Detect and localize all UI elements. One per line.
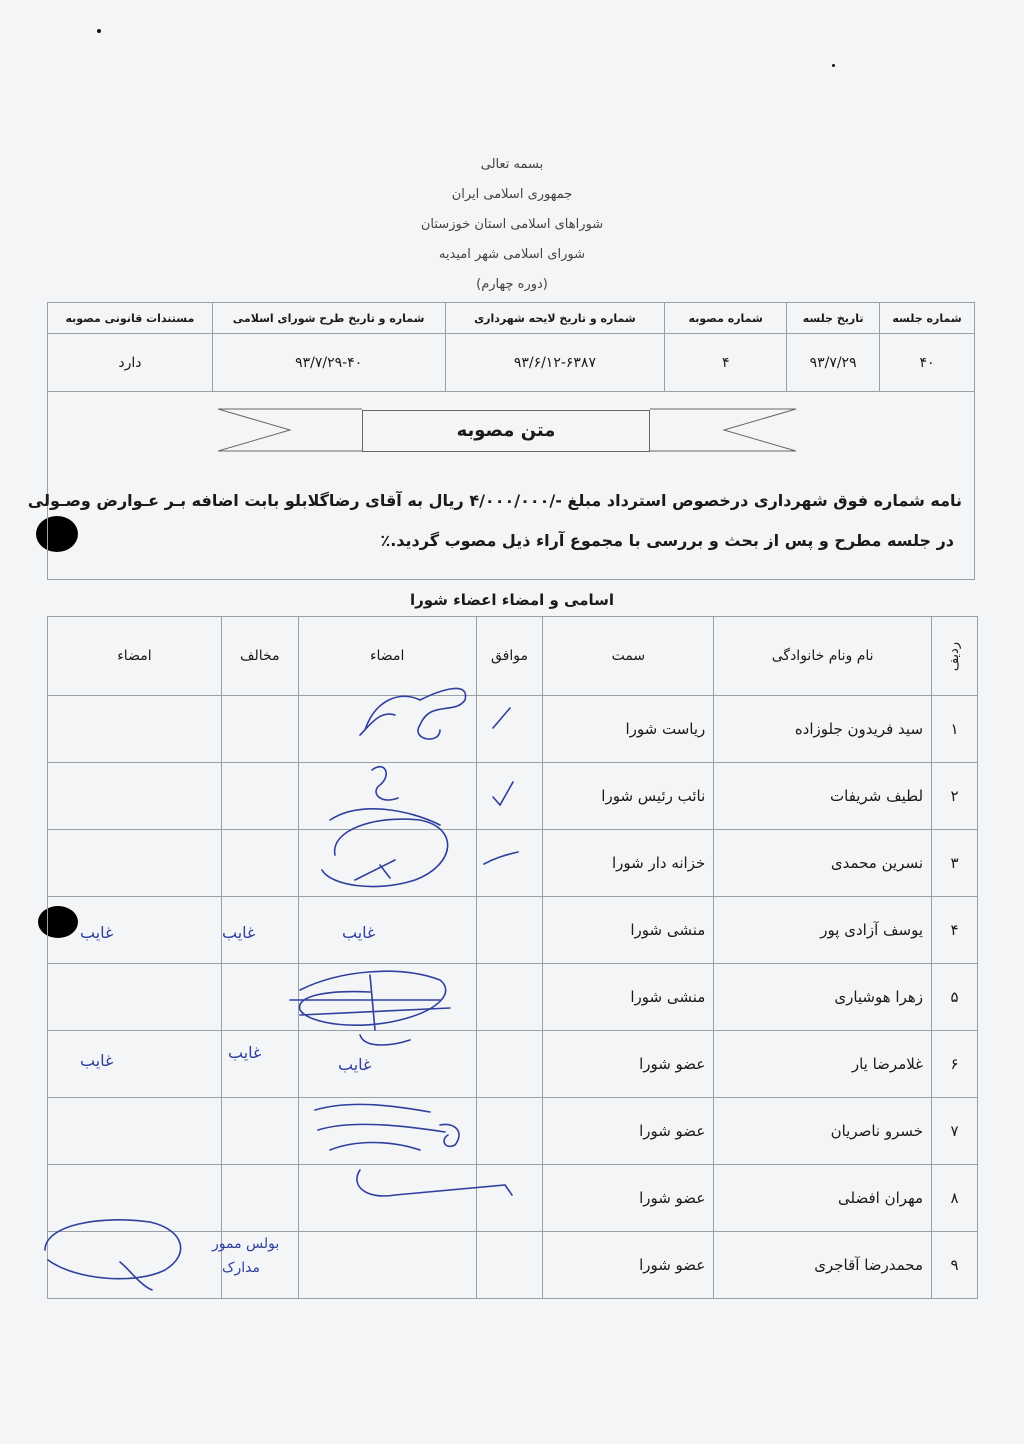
signatures-title: اسامی و امضاء اعضاء شورا [409,591,615,609]
member-role: خزانه دار شورا [543,830,714,897]
member-name: محمدرضا آقاجری [714,1232,932,1299]
row-number: ۴ [932,897,978,964]
letterhead-line: (دوره چهارم) [476,277,548,292]
absent-mark: غایب [80,923,114,942]
role-header: سمت [543,617,714,696]
oppose-cell [221,763,298,830]
oppose-cell [221,897,298,964]
sign-cell [48,1232,222,1299]
letterhead-line: بسمه تعالی [480,157,544,172]
sign-cell [298,1232,476,1299]
resolution-text [27,481,962,561]
oppose-header: مخالف [221,617,298,696]
table-row [48,964,978,1031]
sign-cell [48,830,222,897]
sign-cell [48,964,222,1031]
oppose-cell [221,1031,298,1098]
sign-cell [298,897,476,964]
plan-ref-header: شماره و تاریخ طرح شورای اسلامی [212,303,445,334]
session-meta-table [47,302,975,392]
member-name: غلامرضا یار [714,1031,932,1098]
absent-mark: غایب [342,923,376,942]
absent-mark: غایب [222,923,256,942]
member-role: ریاست شورا [543,696,714,763]
legal-docs-header: مستندات قانونی مصوبه [48,303,213,334]
oppose-cell [221,1165,298,1232]
agree-cell [476,1098,543,1165]
member-name: یوسف آزادی پور [714,897,932,964]
sign-cell [48,696,222,763]
table-row [48,1165,978,1232]
session-date-header: تاریخ جلسه [787,303,880,334]
bill-ref-header: شماره و تاریخ لایحه شهرداری [445,303,665,334]
sign-cell [298,1098,476,1165]
resolution-text-line: نامه شماره فوق شهرداری درخصوص استرداد مبلغ -/۴/۰۰۰/۰۰۰ ریال به آقای رضاگلابلو بابت اضافه بـر عـوارض وصـولی [27,491,962,510]
row-header-label: ردیف [947,641,963,672]
resolution-no-header: شماره مصوبه [665,303,787,334]
agree-cell [476,763,543,830]
row-number: ۶ [932,1031,978,1098]
handwritten-note: بولس ممور [212,1236,280,1252]
sign-cell [48,897,222,964]
sign-cell [48,1165,222,1232]
agree-cell [476,1232,543,1299]
row-header [932,617,978,696]
letterhead-line: جمهوری اسلامی ایران [451,187,573,202]
sign-cell [48,1031,222,1098]
agree-cell [476,1165,543,1232]
agree-cell [476,964,543,1031]
row-number: ۱ [932,696,978,763]
sign-cell [298,830,476,897]
bill-ref-value: ۹۳/۶/۱۲-۶۳۸۷ [445,334,665,392]
absent-mark: غایب [80,1051,114,1070]
table-row [48,1031,978,1098]
oppose-cell [221,1232,298,1299]
oppose-cell [221,964,298,1031]
member-name: سید فریدون جلوزاده [714,696,932,763]
letterhead-line: شوراهای اسلامی استان خوزستان [420,217,604,232]
sign-cell [298,696,476,763]
member-role: عضو شورا [543,1165,714,1232]
sign-header: امضاء [298,617,476,696]
members-table [47,616,978,1299]
resolution-no-value: ۴ [665,334,787,392]
letterhead-line: شورای اسلامی شهر امیدیه [438,247,586,262]
table-row [48,1098,978,1165]
agree-cell [476,696,543,763]
member-name: زهرا هوشیاری [714,964,932,1031]
sign-cell [298,763,476,830]
agree-header: موافق [476,617,543,696]
member-role: عضو شورا [543,1232,714,1299]
member-role: منشی شورا [543,897,714,964]
row-number: ۷ [932,1098,978,1165]
speck [97,29,101,33]
absent-mark: غایب [338,1055,372,1074]
row-number: ۹ [932,1232,978,1299]
sign-cell [298,964,476,1031]
agree-cell [476,1031,543,1098]
row-number: ۲ [932,763,978,830]
row-number: ۸ [932,1165,978,1232]
member-name: لطیف شریفات [714,763,932,830]
member-role: عضو شورا [543,1031,714,1098]
absent-mark: غایب [228,1043,262,1062]
sign-cell [298,1031,476,1098]
row-number: ۳ [932,830,978,897]
member-name: خسرو ناصریان [714,1098,932,1165]
sign-cell [48,763,222,830]
table-row [48,830,978,897]
oppose-cell [221,830,298,897]
agree-cell [476,897,543,964]
oppose-cell [221,1098,298,1165]
row-number: ۵ [932,964,978,1031]
member-role: نائب رئیس شورا [543,763,714,830]
legal-docs-value: دارد [48,334,213,392]
resolution-title: متن مصوبه [362,410,650,452]
session-no-value: ۴۰ [880,334,975,392]
plan-ref-value: ۹۳/۷/۲۹-۴۰ [212,334,445,392]
sign-cell [298,1165,476,1232]
session-date-value: ۹۳/۷/۲۹ [787,334,880,392]
member-name: مهران افضلی [714,1165,932,1232]
sign-cell [48,1098,222,1165]
resolution-text-line: در جلسه مطرح و پس از بحث و بررسی با مجموع آراء ذیل مصوب گردید.٪ [380,531,954,550]
member-role: منشی شورا [543,964,714,1031]
oppose-cell [221,696,298,763]
member-role: عضو شورا [543,1098,714,1165]
name-header: نام ونام خانوادگی [714,617,932,696]
letterhead [0,150,1024,300]
sign-header: امضاء [48,617,222,696]
table-row [48,763,978,830]
table-row [48,1232,978,1299]
agree-cell [476,830,543,897]
table-row [48,696,978,763]
speck [832,64,835,67]
session-no-header: شماره جلسه [880,303,975,334]
table-row [48,897,978,964]
member-name: نسرین محمدی [714,830,932,897]
handwritten-note: مدارک [222,1260,261,1276]
resolution-box [27,389,975,580]
